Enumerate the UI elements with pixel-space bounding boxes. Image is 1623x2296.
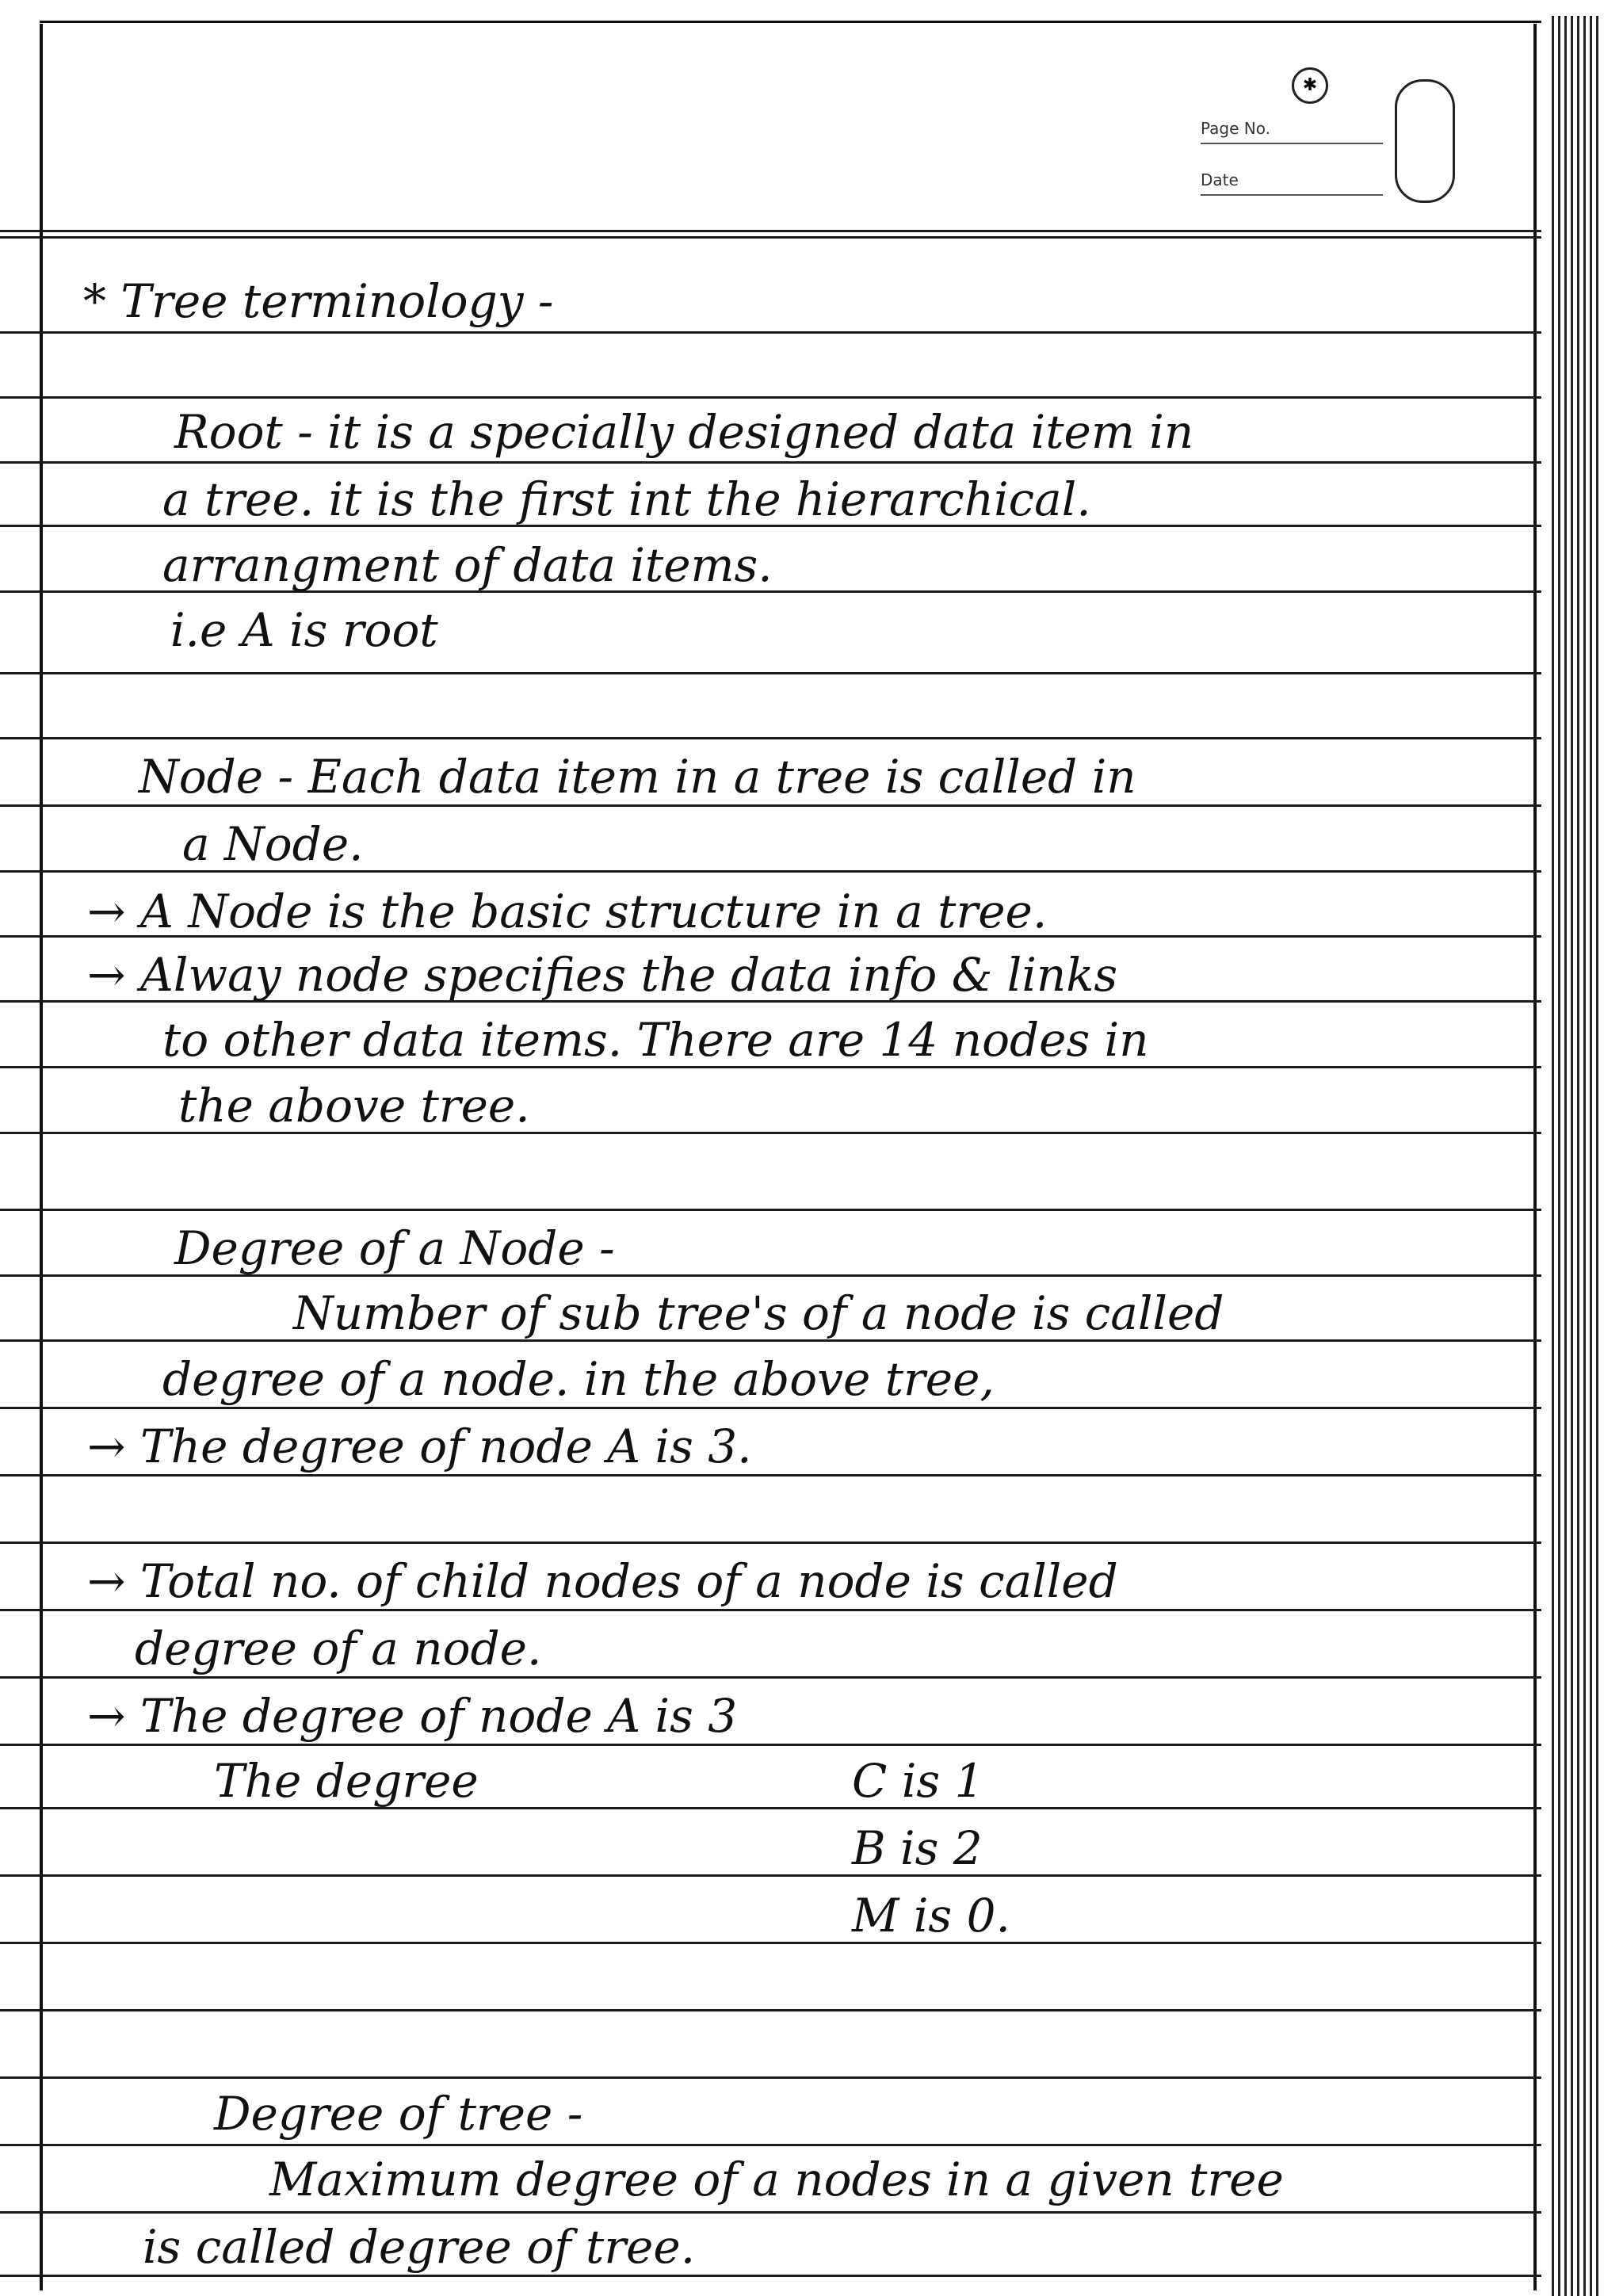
- ruled-line: [0, 396, 1541, 399]
- page-no-label: Page No.: [1201, 119, 1270, 138]
- degree-tree-line-1: Maximum degree of a nodes in a given tree: [269, 2153, 1284, 2206]
- degree-node-line-4: → Total no. of child nodes of a node is called: [87, 1554, 1118, 1608]
- ruled-line: [0, 1474, 1541, 1477]
- ruled-line: [0, 1874, 1541, 1877]
- left-margin-line: [40, 24, 43, 2290]
- ruled-line: [0, 2144, 1541, 2146]
- ruled-line: [0, 230, 1541, 232]
- date-label: Date: [1201, 170, 1239, 189]
- root-line-2: a tree. it is the first int the hierarchical.: [162, 472, 1091, 526]
- ruled-line: [0, 737, 1541, 739]
- root-line-4: i.e A is root: [170, 603, 438, 657]
- ruled-line: [0, 1209, 1541, 1211]
- ruled-line: [0, 461, 1541, 464]
- degree-node-line-2: degree of a node. in the above tree,: [162, 1352, 995, 1406]
- degree-node-line-6: → The degree of node A is 3: [87, 1689, 738, 1743]
- degree-node-line-3: → The degree of node A is 3.: [87, 1419, 752, 1473]
- ruled-line: [0, 236, 1541, 239]
- page-no-line: [1201, 143, 1383, 144]
- ruled-line: [0, 2211, 1541, 2214]
- node-line-6: the above tree.: [178, 1079, 530, 1133]
- node-line-2: a Node.: [182, 817, 364, 871]
- ruled-line: [0, 1609, 1541, 1611]
- node-line-3: → A Node is the basic structure in a tree.: [87, 884, 1048, 938]
- top-border: [40, 21, 1541, 23]
- date-line: [1201, 194, 1383, 196]
- page-title: * Tree terminology -: [83, 274, 554, 328]
- root-line-3: arrangment of data items.: [162, 538, 773, 592]
- ruled-line: [0, 1407, 1541, 1409]
- degree-b-value: B is 2: [852, 1821, 983, 1875]
- right-margin-line: [1533, 24, 1537, 2290]
- ruled-line: [0, 1541, 1541, 1544]
- ruled-line: [0, 1744, 1541, 1746]
- degree-node-line-5: degree of a node.: [135, 1622, 542, 1675]
- degree-tree-line-2: is called degree of tree.: [143, 2220, 696, 2274]
- root-line-1: Root - it is a specially designed data item in: [174, 405, 1194, 459]
- ruled-line: [0, 1676, 1541, 1679]
- ruled-line: [0, 672, 1541, 674]
- brand-logo-icon: [1395, 79, 1455, 203]
- degree-m-value: M is 0.: [852, 1889, 1010, 1943]
- degree-node-line-7: The degree: [214, 1754, 479, 1808]
- ruled-line: [0, 2076, 1541, 2079]
- degree-node-line-1: Number of sub tree's of a node is called: [293, 1286, 1224, 1340]
- ruled-line: [0, 2275, 1541, 2277]
- logo-emblem-icon: ✱: [1292, 67, 1328, 104]
- ruled-line: [0, 1942, 1541, 1944]
- binding-edge: [1552, 16, 1599, 2296]
- degree-node-heading: Degree of a Node -: [174, 1221, 615, 1275]
- ruled-line: [0, 804, 1541, 807]
- node-line-5: to other data items. There are 14 nodes in: [162, 1013, 1149, 1067]
- node-line-4: → Alway node specifies the data info & links: [87, 948, 1118, 1002]
- node-line-1: Node - Each data item in a tree is called in: [139, 750, 1136, 804]
- degree-tree-heading: Degree of tree -: [214, 2087, 583, 2141]
- ruled-line: [0, 331, 1541, 334]
- ruled-line: [0, 2009, 1541, 2011]
- degree-c-value: C is 1: [852, 1754, 984, 1808]
